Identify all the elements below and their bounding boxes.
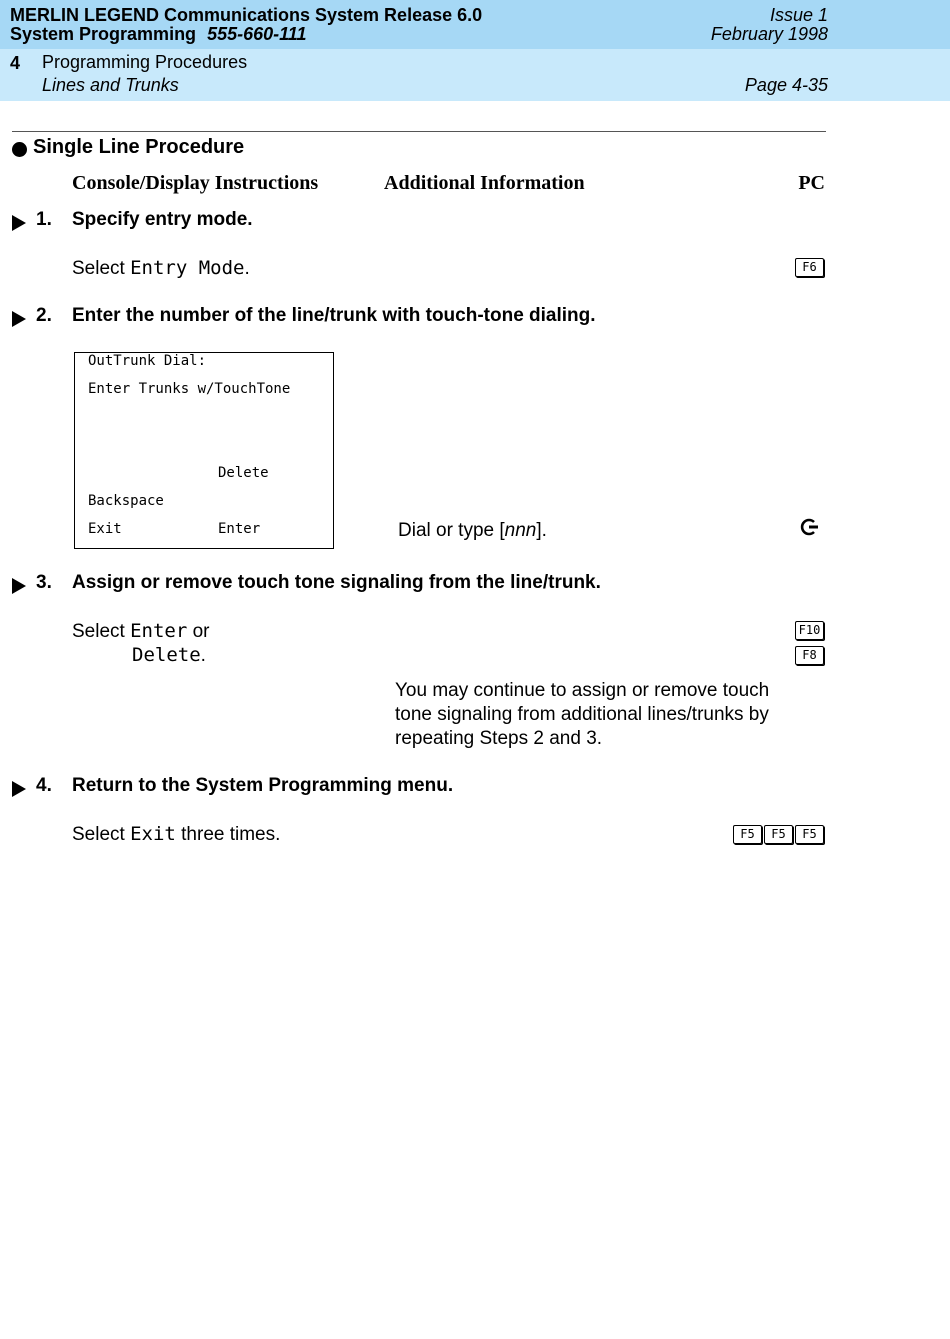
doc-title: MERLIN LEGEND Communications System Release 6.0 <box>10 5 483 25</box>
menu-option-delete: Delete <box>132 644 201 666</box>
info-text: Dial or type [ <box>398 520 505 541</box>
section-title: Lines and Trunks <box>42 75 179 95</box>
step-arrow-icon <box>12 311 26 327</box>
function-key-f5: F5 <box>733 825 762 844</box>
step-number: 1. <box>36 209 52 230</box>
menu-option-enter: Enter <box>130 620 188 642</box>
step-instruction <box>72 620 209 643</box>
instruction-text: three times. <box>181 824 281 845</box>
step-arrow-icon <box>12 215 26 231</box>
step-instruction-continued <box>132 644 206 667</box>
procedure-title: Single Line Procedure <box>33 136 245 158</box>
bullet-icon <box>12 142 27 157</box>
step-number: 2. <box>36 305 52 326</box>
screen-option-enter: Enter <box>218 521 261 537</box>
step-instruction <box>72 257 250 280</box>
step-heading: Specify entry mode. <box>72 209 253 230</box>
step-heading: Assign or remove touch tone signaling from the line/trunk. <box>72 572 601 593</box>
console-display-screen <box>74 352 334 549</box>
instruction-text: Select <box>72 621 125 642</box>
info-text: ]. <box>536 520 547 541</box>
issue-date: February 1998 <box>710 24 828 44</box>
page-number: Page 4-35 <box>744 75 828 95</box>
screen-option-backspace: Backspace <box>88 493 164 509</box>
chapter-number: 4 <box>10 53 21 73</box>
doc-subtitle <box>10 24 307 45</box>
column-header-pc: PC <box>798 172 825 194</box>
step-arrow-icon <box>12 781 26 797</box>
instruction-text: . <box>244 258 250 279</box>
info-placeholder: nnn <box>504 520 537 541</box>
dial-icon <box>799 517 819 537</box>
step-number: 4. <box>36 775 52 796</box>
menu-option-exit: Exit <box>130 823 176 845</box>
function-key-f5: F5 <box>764 825 793 844</box>
function-key-f8: F8 <box>795 646 824 665</box>
chapter-title: Programming Procedures <box>42 52 248 72</box>
screen-option-delete: Delete <box>218 465 269 481</box>
column-header-console: Console/Display Instructions <box>72 172 319 194</box>
screen-option-exit: Exit <box>88 521 122 537</box>
doc-number: 555-660-111 <box>207 24 307 44</box>
step-number: 3. <box>36 572 52 593</box>
additional-info-line: tone signaling from additional lines/trunks by <box>395 704 769 725</box>
step-heading: Return to the System Programming menu. <box>72 775 454 796</box>
function-key-f5: F5 <box>795 825 824 844</box>
instruction-text: Select <box>72 824 125 845</box>
issue-label: Issue 1 <box>769 5 828 25</box>
additional-info-dial <box>398 520 547 542</box>
instruction-text: . <box>200 645 206 666</box>
screen-prompt: Enter Trunks w/TouchTone <box>88 381 291 397</box>
instruction-text: Select <box>72 258 125 279</box>
additional-info-line: repeating Steps 2 and 3. <box>395 728 603 749</box>
screen-title: OutTrunk Dial: <box>88 353 207 369</box>
instruction-text: or <box>192 621 210 642</box>
step-arrow-icon <box>12 578 26 594</box>
function-key-f10: F10 <box>795 621 824 640</box>
additional-info-line: You may continue to assign or remove touch <box>395 680 770 701</box>
section-divider <box>12 131 826 132</box>
step-instruction <box>72 823 280 846</box>
column-header-additional: Additional Information <box>384 172 585 194</box>
subtitle-label: System Programming <box>10 24 197 44</box>
step-heading: Enter the number of the line/trunk with touch-tone dialing. <box>72 305 596 326</box>
menu-option-entry-mode: Entry Mode <box>130 257 245 279</box>
function-key-f6: F6 <box>795 258 824 277</box>
